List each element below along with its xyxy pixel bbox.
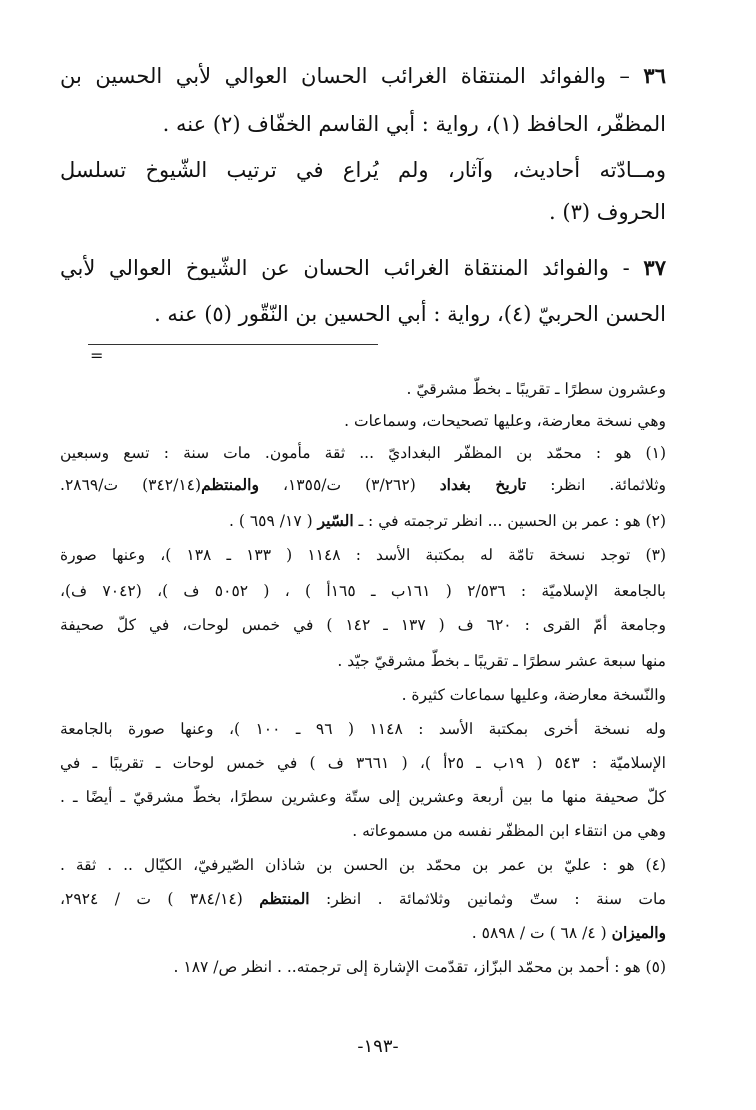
footnote-separator xyxy=(88,344,378,345)
footnote-line xyxy=(60,506,666,536)
footnote-line: وهي من انتقاء ابن المظفّر نفسه من مسموعاته . xyxy=(352,822,666,840)
footnote-line xyxy=(60,884,666,914)
footnote-line: وهي نسخة معارضة، وعليها تصحيحات، وسماعات . xyxy=(344,412,666,430)
page-number: -١٩٣- xyxy=(357,1036,399,1057)
footnote-line xyxy=(60,918,666,948)
footnote-line: بالجامعة الإسلاميّة : ٢/٥٣٦ ( ١٦١ب ـ ١٦٥أ ) ، ( ٥٠٥٢ ف )، (٧٠٤٢ ف)، xyxy=(60,582,666,600)
entry-36-line-2: المظفّر، الحافظ (١)، رواية : أبي القاسم الخفّاف (٢) عنه . xyxy=(162,112,666,136)
entry-36-line-1 xyxy=(60,56,666,96)
footnote-line: والنّسخة معارضة، وعليها سماعات كثيرة . xyxy=(401,686,666,704)
text: مات سنة : ستّ وثمانين وثلاثمائة . انظر: xyxy=(309,890,666,908)
entry-37-line-1 xyxy=(60,248,666,288)
book-title: تاريخ بغداد xyxy=(439,475,527,494)
entry-text: – والفوائد المنتقاة الغرائب الحسان العوالي لأبي الحسين بن xyxy=(60,64,630,88)
entry-37-line-2: الحسن الحربيّ (٤)، رواية : أبي الحسين بن النّقّور (٥) عنه . xyxy=(154,302,666,326)
footnote-line: منها سبعة عشر سطرًا ـ تقريبًا ـ بخطّ مشرقيّ جيّد . xyxy=(337,652,666,670)
book-title: المنتظم xyxy=(259,889,310,908)
book-title: السّير xyxy=(317,511,354,530)
entry-36-note-line-2: الحروف (٣) . xyxy=(549,200,666,224)
book-title: والميزان xyxy=(611,923,666,942)
footnote-line: وعشرون سطرًا ـ تقريبًا ـ بخطّ مشرقيّ . xyxy=(406,380,666,398)
entry-text: - والفوائد المنتقاة الغرائب الحسان عن الشّيوخ العوالي لأبي xyxy=(60,256,630,280)
book-title: والمنتظم xyxy=(201,475,259,494)
entry-number: ٣٦ xyxy=(643,63,666,88)
footnote-line: كلّ صحيفة منها ما بين أربعة وعشرين إلى ستّة وعشرين سطرًا، بخطّ مشرقيّ ـ أيضًا ـ . xyxy=(60,788,666,806)
text: (٣/٢٦٢) ت/١٣٥٥، xyxy=(258,476,440,494)
text: (٣٤٢/١٤) ت/٢٨٦٩. xyxy=(60,476,202,494)
footnote-line xyxy=(60,470,666,500)
text: وثلاثمائة. انظر: xyxy=(526,476,666,494)
text: ( ٤/ ٦٨ ) ت / ٥٨٩٨ . xyxy=(471,924,612,942)
footnote-line: (٣) توجد نسخة تامّة له بمكتبة الأسد : ١١٤٨ ( ١٣٣ ـ ١٣٨ )، وعنها صورة xyxy=(60,546,666,564)
text: (٢) هو : عمر بن الحسين ... انظر ترجمته في : ـ xyxy=(353,512,666,530)
text: ( ١٧/ ٦٥٩ ) . xyxy=(229,512,318,530)
text: (٣٨٤/١٤ ) ت / ٢٩٢٤، xyxy=(60,890,260,908)
footnote-line: (١) هو : محمّد بن المظفّر البغداديّ ... ثقة مأمون. مات سنة : تسع وسبعين xyxy=(60,444,666,462)
entry-36-note-line-1: ومــادّته أحاديث، وآثار، ولم يُراع في ترتيب الشّيوخ تسلسل xyxy=(60,158,666,182)
footnote-line: (٥) هو : أحمد بن محمّد البزّاز، تقدّمت الإشارة إلى ترجمته.. . انظر ص/ ١٨٧ . xyxy=(173,958,666,976)
footnote-line: الإسلاميّة : ٥٤٣ ( ١٩ب ـ ٢٥أ )، ( ٣٦٦١ ف ) في خمس لوحات ـ تقريبًا ـ في xyxy=(60,754,666,772)
footnote-line: (٤) هو : عليّ بن عمر بن محمّد بن الحسن بن شاذان الصّيرفيّ، الكيّال .. . ثقة . xyxy=(60,856,666,874)
continuation-mark: = xyxy=(90,346,104,365)
entry-number: ٣٧ xyxy=(643,255,666,280)
footnote-line: وجامعة أمّ القرى : ٦٢٠ ف ( ١٣٧ ـ ١٤٢ ) في خمس لوحات، في كلّ صحيفة xyxy=(60,616,666,634)
footnote-line: وله نسخة أخرى بمكتبة الأسد : ١١٤٨ ( ٩٦ ـ ١٠٠ )، وعنها صورة بالجامعة xyxy=(60,720,666,738)
